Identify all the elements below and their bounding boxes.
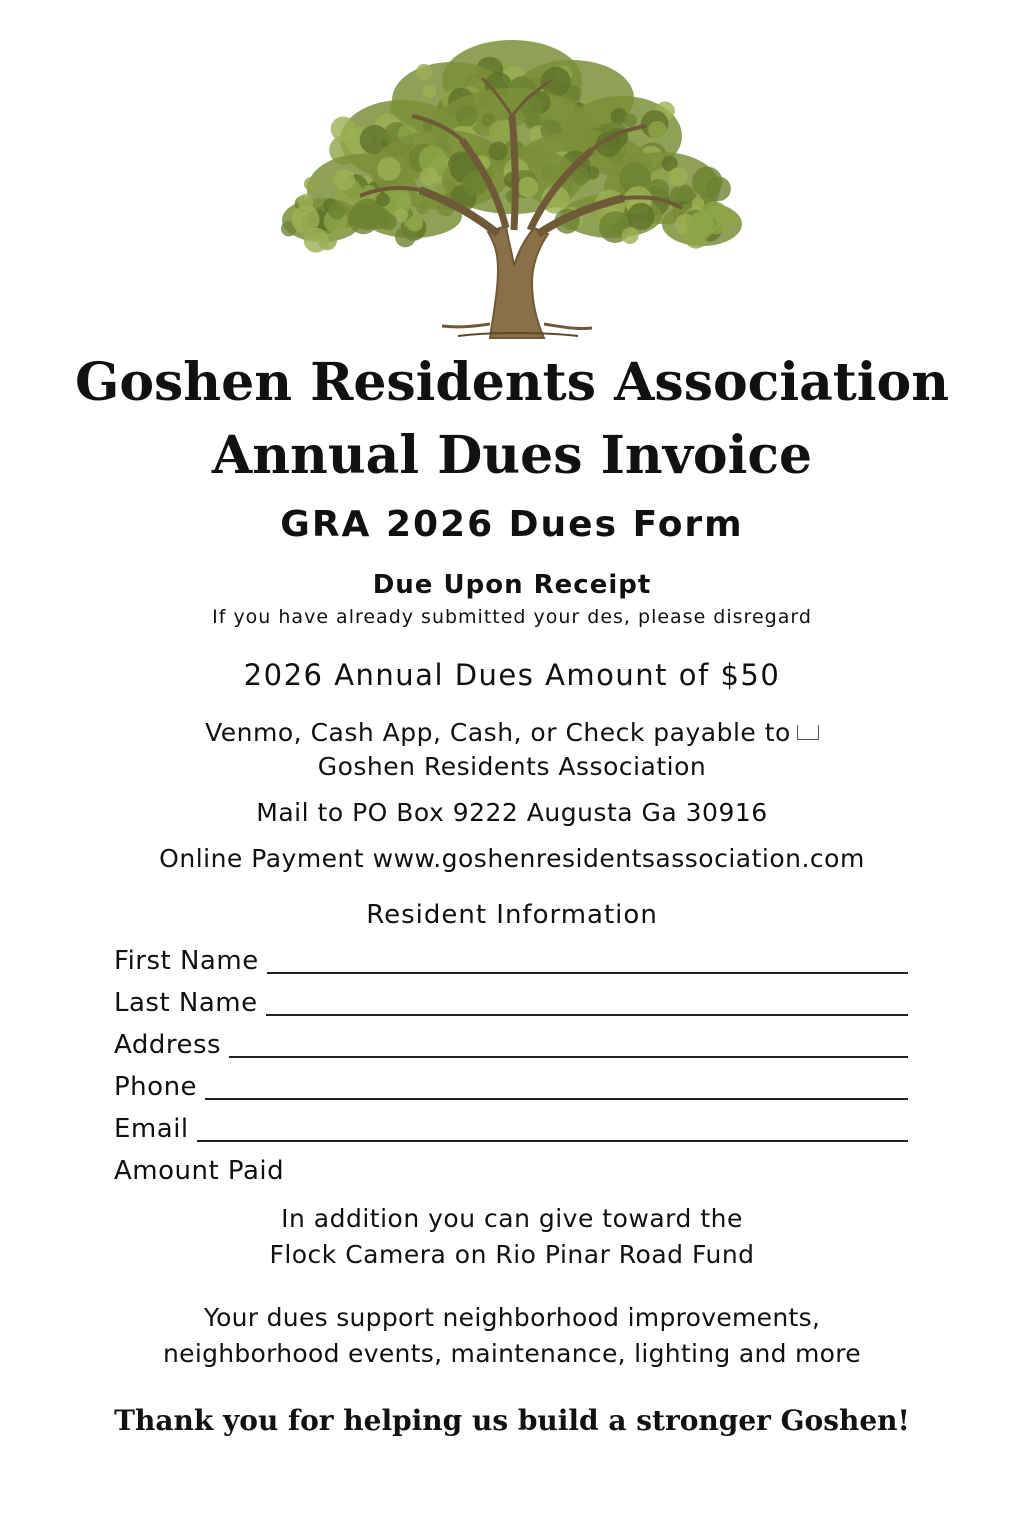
inbox-icon [797, 725, 819, 740]
dues-amount: 2026 Annual Dues Amount of $50 [243, 658, 781, 692]
support-line-1: Your dues support neighborhood improvements, [203, 1303, 821, 1332]
oak-tree-icon [262, 20, 762, 340]
oak-tree-logo [262, 20, 762, 340]
phone-input[interactable] [205, 1076, 908, 1100]
email-label: Email [114, 1114, 189, 1144]
email-field[interactable] [114, 1108, 908, 1142]
due-notice: Due Upon Receipt [372, 570, 652, 600]
donation-line-2: Flock Camera on Rio Pinar Road Fund [269, 1240, 755, 1269]
amount-paid-label: Amount Paid [114, 1156, 285, 1186]
last-name-label: Last Name [114, 988, 258, 1018]
amount-paid-field [114, 1150, 908, 1184]
phone-field[interactable] [114, 1066, 908, 1100]
donation-line-1: In addition you can give toward the [281, 1204, 743, 1233]
last-name-field[interactable] [114, 982, 908, 1016]
address-label: Address [114, 1030, 222, 1060]
address-input[interactable] [229, 1034, 908, 1058]
payment-methods-text: Venmo, Cash App, Cash, or Check payable to [205, 718, 791, 747]
organization-name: Goshen Residents Association [74, 352, 950, 413]
closing-message: Thank you for helping us build a stronger Goshen! [114, 1404, 910, 1437]
payee-name: Goshen Residents Association [317, 752, 707, 781]
invoice-title: Annual Dues Invoice [211, 425, 813, 486]
support-line-2: neighborhood events, maintenance, lighting and more [163, 1339, 861, 1368]
phone-label: Phone [114, 1072, 198, 1102]
address-field[interactable] [114, 1024, 908, 1058]
first-name-input[interactable] [267, 950, 908, 974]
form-title: GRA 2026 Dues Form [280, 504, 744, 545]
mailing-address: Mail to PO Box 9222 Augusta Ga 30916 [256, 798, 768, 827]
payment-methods [0, 718, 1024, 747]
online-payment-link[interactable]: Online Payment www.goshenresidentsassociation.com [159, 844, 865, 873]
first-name-label: First Name [114, 946, 259, 976]
disregard-note: If you have already submitted your des, please disregard [212, 606, 812, 628]
last-name-input[interactable] [266, 992, 908, 1016]
resident-info-heading: Resident Information [366, 900, 658, 930]
first-name-field[interactable] [114, 940, 908, 974]
email-input[interactable] [197, 1118, 908, 1142]
